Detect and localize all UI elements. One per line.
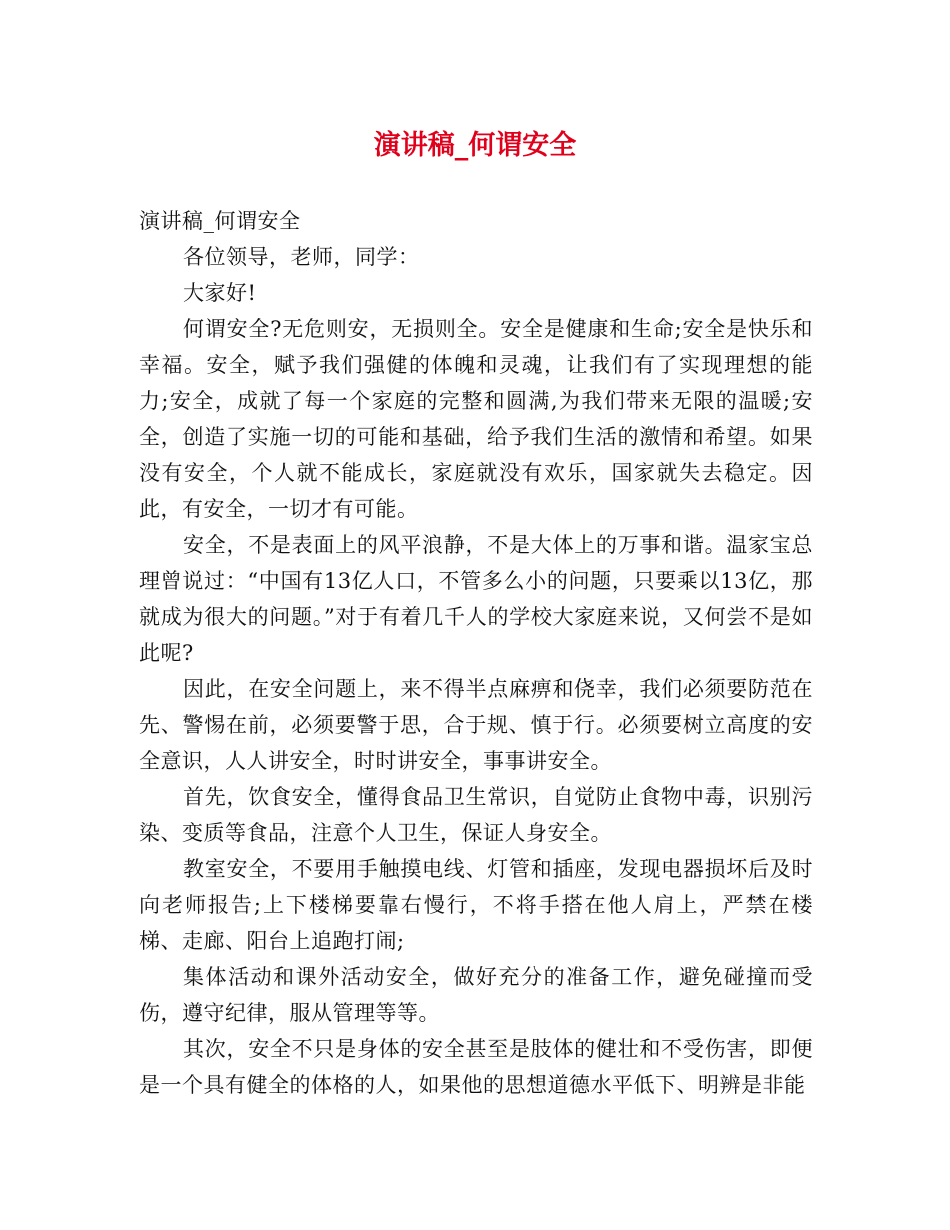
paragraph-greeting: 大家好! [183,281,257,305]
document-title: 演讲稿_何谓安全 [373,130,577,161]
document-subtitle: 演讲稿_何谓安全 [139,209,301,233]
paragraph-classroom-safety: 教室安全，不要用手触摸电线、灯管和插座，发现电器损坏后及时向老师报告;上下楼梯要靠右慢行，不将手搭在他人肩上，严禁在楼梯、走廊、阳台上追跑打闹; [139,857,813,953]
paragraph-moral-safety: 其次，安全不只是身体的安全甚至是肢体的健壮和不受伤害，即便是一个具有健全的体格的人，如果他的思想道德水平低下、明辨是非能 [139,1037,813,1097]
paragraph-activity-safety: 集体活动和课外活动安全，做好充分的准备工作，避免碰撞而受伤，遵守纪律，服从管理等等。 [139,965,813,1025]
paragraph-vigilance: 因此，在安全问题上，来不得半点麻痹和侥幸，我们必须要防范在先、警惕在前，必须要警于思，合于规、慎于行。必须要树立高度的安全意识，人人讲安全，时时讲安全，事事讲安全。 [139,677,813,773]
paragraph-quote: 安全，不是表面上的风平浪静，不是大体上的万事和谐。温家宝总理曾说过：“中国有13亿人口，不管多么小的问题，只要乘以13亿，那就成为很大的问题。”对于有着几千人的学校大家庭来说，又何尝不是如此呢? [139,533,813,665]
document-body [139,203,813,1103]
paragraph-greeting-audience: 各位领导，老师，同学： [183,245,420,269]
paragraph-definition: 何谓安全?无危则安，无损则全。安全是健康和生命;安全是快乐和幸福。安全，赋予我们强健的体魄和灵魂，让我们有了实现理想的能力;安全，成就了每一个家庭的完整和圆满,为我们带来无限的温暖;安全，创造了实施一切的可能和基础，给予我们生活的激情和希望。如果没有安全，个人就不能成长，家庭就没有欢乐，国家就失去稳定。因此，有安全，一切才有可能。 [139,317,813,521]
paragraph-food-safety: 首先，饮食安全，懂得食品卫生常识，自觉防止食物中毒，识别污染、变质等食品，注意个人卫生，保证人身安全。 [139,785,813,845]
